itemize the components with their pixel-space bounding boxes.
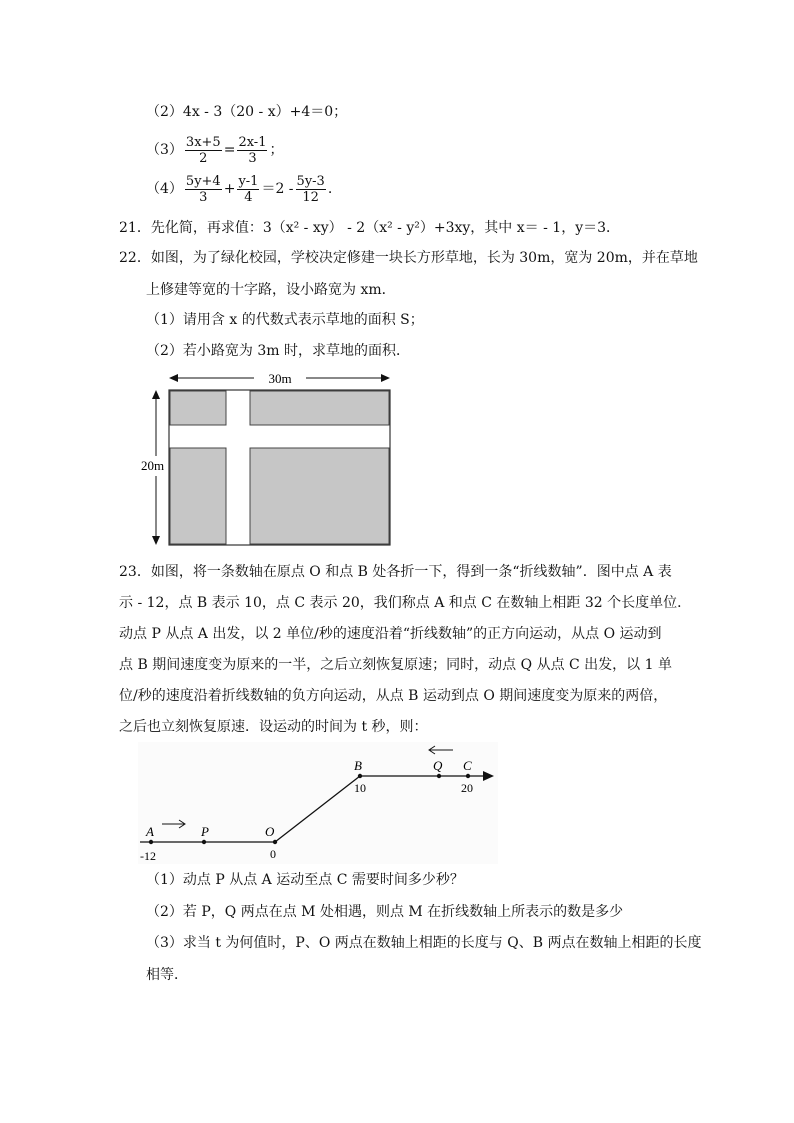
grass-top-left [170,391,226,425]
value-b: 10 [354,781,366,795]
question-22-line1: 22．如图，为了绿化校园，学校决定修建一块长方形草地，长为 30m，宽为 20m，并在草地 [119,250,698,266]
label-c: C [463,758,472,773]
question-23-line2: 示 - 12，点 B 表示 10，点 C 表示 20，我们称点 A 和点 C 在数轴上相距 32 个长度单位． [119,595,692,611]
grass-bottom-right [250,448,389,544]
point-a [149,840,153,844]
arrowhead-right [381,374,390,382]
numerator: y-1 [238,173,259,189]
question-23-sub3-line2: 相等． [146,967,188,983]
arrowhead-top [152,390,160,399]
question-23-sub3-line1: （3）求当 t 为何值时，P、O 两点在数轴上相距的长度与 Q、B 两点在数轴上相距的长度 [146,935,702,951]
question-23-sub2: （2）若 P，Q 两点在点 M 处相遇，则点 M 在折线数轴上所表示的数是多少 [146,904,624,920]
value-c: 20 [461,781,473,795]
item-label: （3） [146,142,183,158]
fraction [185,135,222,166]
grass-top-right [250,391,389,425]
question-23-line5: 位/秒的速度沿着折线数轴的负方向运动，从点 B 运动到点 O 期间速度变为原来的两倍， [119,688,668,704]
numerator: 2x-1 [238,134,267,150]
equation-3 [146,133,283,167]
item-label: （4） [146,181,183,197]
denominator: 3 [248,150,257,166]
denominator: 12 [302,189,319,205]
height-label: 20m [141,458,165,473]
label-o: O [265,824,275,839]
figure-background [138,742,498,864]
question-22-sub2: （2）若小路宽为 3m 时，求草地的面积． [146,343,410,359]
width-label: 30m [268,371,292,386]
numerator: 5y-3 [296,173,325,189]
fraction [296,174,326,205]
question-23-line4: 点 B 期间速度变为原来的一半，之后立刻恢复原速；同时，动点 Q 从点 C 出发，以 1 单 [119,657,672,673]
point-q [437,774,441,778]
fraction [237,174,259,205]
punctuation: . [327,181,333,197]
arrowhead-left [169,374,178,382]
numerator: 3x+5 [185,134,221,150]
question-23-line6: 之后也立刻恢复原速．设运动的时间为 t 秒，则： [119,719,428,735]
operator: ＝2 - [261,181,294,197]
question-23-sub1: （1）动点 P 从点 A 运动至点 C 需要时间多少秒？ [146,872,464,888]
value-o: 0 [270,847,276,861]
equation-text: 4x - 3（20 - x）+4＝0； [182,104,348,120]
fraction [185,174,222,205]
label-b: B [354,758,362,773]
grass-bottom-left [170,448,226,544]
question-22-line2: 上修建等宽的十字路，设小路宽为 xm． [146,282,396,298]
question-23-line3: 动点 P 从点 A 出发，以 2 单位/秒的速度沿着“折线数轴”的正方向运动，从点 O 运动到 [119,626,662,642]
value-a: -12 [140,849,156,863]
arrowhead-bottom [152,536,160,545]
label-q: Q [433,758,443,773]
question-21: 21．先化简，再求值：3（x² - xy） - 2（x² - y²）+3xy，其中 x＝ - 1，y＝3． [119,220,621,236]
punctuation: ； [269,142,284,158]
folded-number-line-figure [138,742,498,864]
equation-2 [146,102,347,122]
numerator: 5y+4 [185,173,221,189]
point-b [358,774,362,778]
operator: + [223,181,236,197]
point-o [273,840,277,844]
question-23-line1: 23．如图，将一条数轴在原点 O 和点 B 处各折一下，得到一条“折线数轴”．图中点 A 表 [119,564,672,580]
denominator: 3 [199,189,208,205]
fraction [237,135,267,166]
lawn-figure [140,368,396,548]
equals-sign: = [223,142,236,158]
item-label: （2） [146,104,183,120]
point-c [466,774,470,778]
denominator: 2 [199,150,208,166]
label-a: A [146,824,154,839]
question-22-sub1: （1）请用含 x 的代数式表示草地的面积 S； [146,312,424,328]
label-p: P [201,824,209,839]
denominator: 4 [244,189,253,205]
point-p [202,840,206,844]
equation-4 [146,172,332,206]
